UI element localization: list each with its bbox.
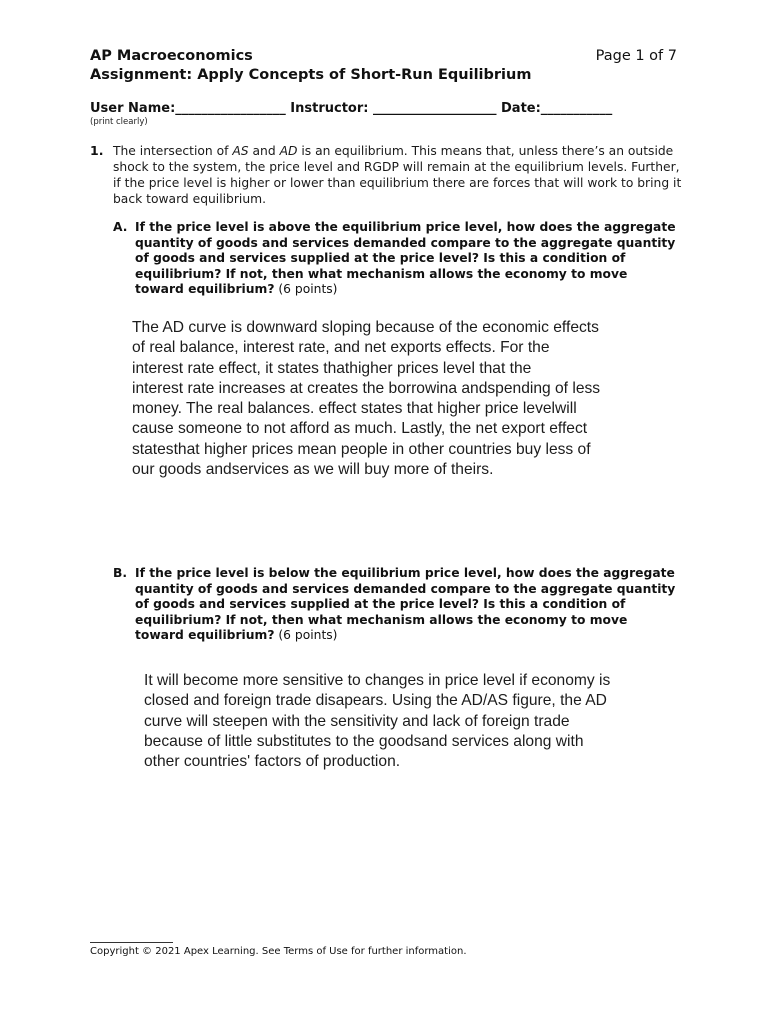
- question-text: [113, 143, 683, 207]
- answer-line: other countries' factors of production.: [144, 753, 401, 771]
- answer-line: curve will steepen with the sensitivity and lack of foreign trade: [144, 712, 570, 730]
- course-title: AP Macroeconomics: [90, 48, 253, 64]
- answer-line: cause someone to not afford as much. Lastly, the net export effect: [132, 420, 588, 438]
- answer-line: interest rate increases at creates the borrowina andspending of less: [132, 379, 601, 397]
- document-header: [90, 47, 531, 85]
- answer-line: The AD curve is downward sloping because of the economic effects: [132, 319, 599, 336]
- answer-line: It will become more sensitive to changes in price level if economy is: [144, 672, 611, 689]
- part-b-letter: B.: [113, 566, 128, 580]
- user-info-line: User Name:_________________ Instructor: ___________________ Date:___________: [90, 101, 613, 116]
- part-b-prompt: [135, 566, 680, 644]
- answer-line: statesthat higher prices mean people in other countries buy less of: [132, 440, 591, 458]
- answer-line: interest rate effect, it states thathigher prices level that the: [132, 359, 532, 377]
- answer-line: of real balance, interest rate, and net exports effects. For the: [132, 339, 550, 357]
- part-a-answer[interactable]: [132, 318, 692, 480]
- answer-line: closed and foreign trade disapears. Using the AD/AS figure, the AD: [144, 692, 607, 710]
- part-a-prompt-bold: If the price level is above the equilibrium price level, how does the aggregate quantity of goods and services demanded compare to the aggregate quantity of goods and services supplied at the price level? Is this a condition of equilibrium? If not, then what mechanism allows the economy to move toward equilibrium?: [135, 220, 676, 297]
- print-clearly-note: (print clearly): [90, 117, 148, 127]
- question-text-part: is an equilibrium. This means that, unless there’s an outside shock to the system, the price level and RGDP will remain at the equilibrium levels. Further, if the price level is higher or lower than equilibrium there are forces that will work to bring it back toward equilibrium.: [113, 144, 682, 206]
- term-as: AS: [232, 144, 249, 158]
- question-number: 1.: [90, 143, 104, 158]
- part-b-prompt-bold: If the price level is below the equilibrium price level, how does the aggregate quantity of goods and services demanded compare to the aggregate quantity of goods and services supplied at the price level? Is this a condition of equilibrium? If not, then what mechanism allows the economy to move toward equilibrium?: [135, 566, 676, 643]
- part-b-answer[interactable]: [144, 671, 704, 772]
- answer-line: our goods andservices as we will buy more of theirs.: [132, 461, 494, 479]
- answer-line: money. The real balances. effect states that higher price levelwill: [132, 400, 577, 418]
- part-b-points: (6 points): [274, 628, 338, 643]
- part-a-prompt: [135, 220, 680, 298]
- assignment-title: Assignment: Apply Concepts of Short-Run Equilibrium: [90, 67, 532, 83]
- question-text-part: and: [248, 144, 280, 158]
- part-a-letter: A.: [113, 220, 128, 234]
- term-ad: AD: [279, 144, 298, 158]
- page-indicator: Page 1 of 7: [595, 48, 677, 64]
- part-a-points: (6 points): [274, 282, 338, 297]
- footer-divider: [90, 942, 173, 943]
- answer-line: because of little substitutes to the goodsand services along with: [144, 732, 584, 750]
- copyright-footer: Copyright © 2021 Apex Learning. See Terms of Use for further information.: [90, 946, 467, 957]
- question-text-part: The intersection of: [113, 144, 233, 158]
